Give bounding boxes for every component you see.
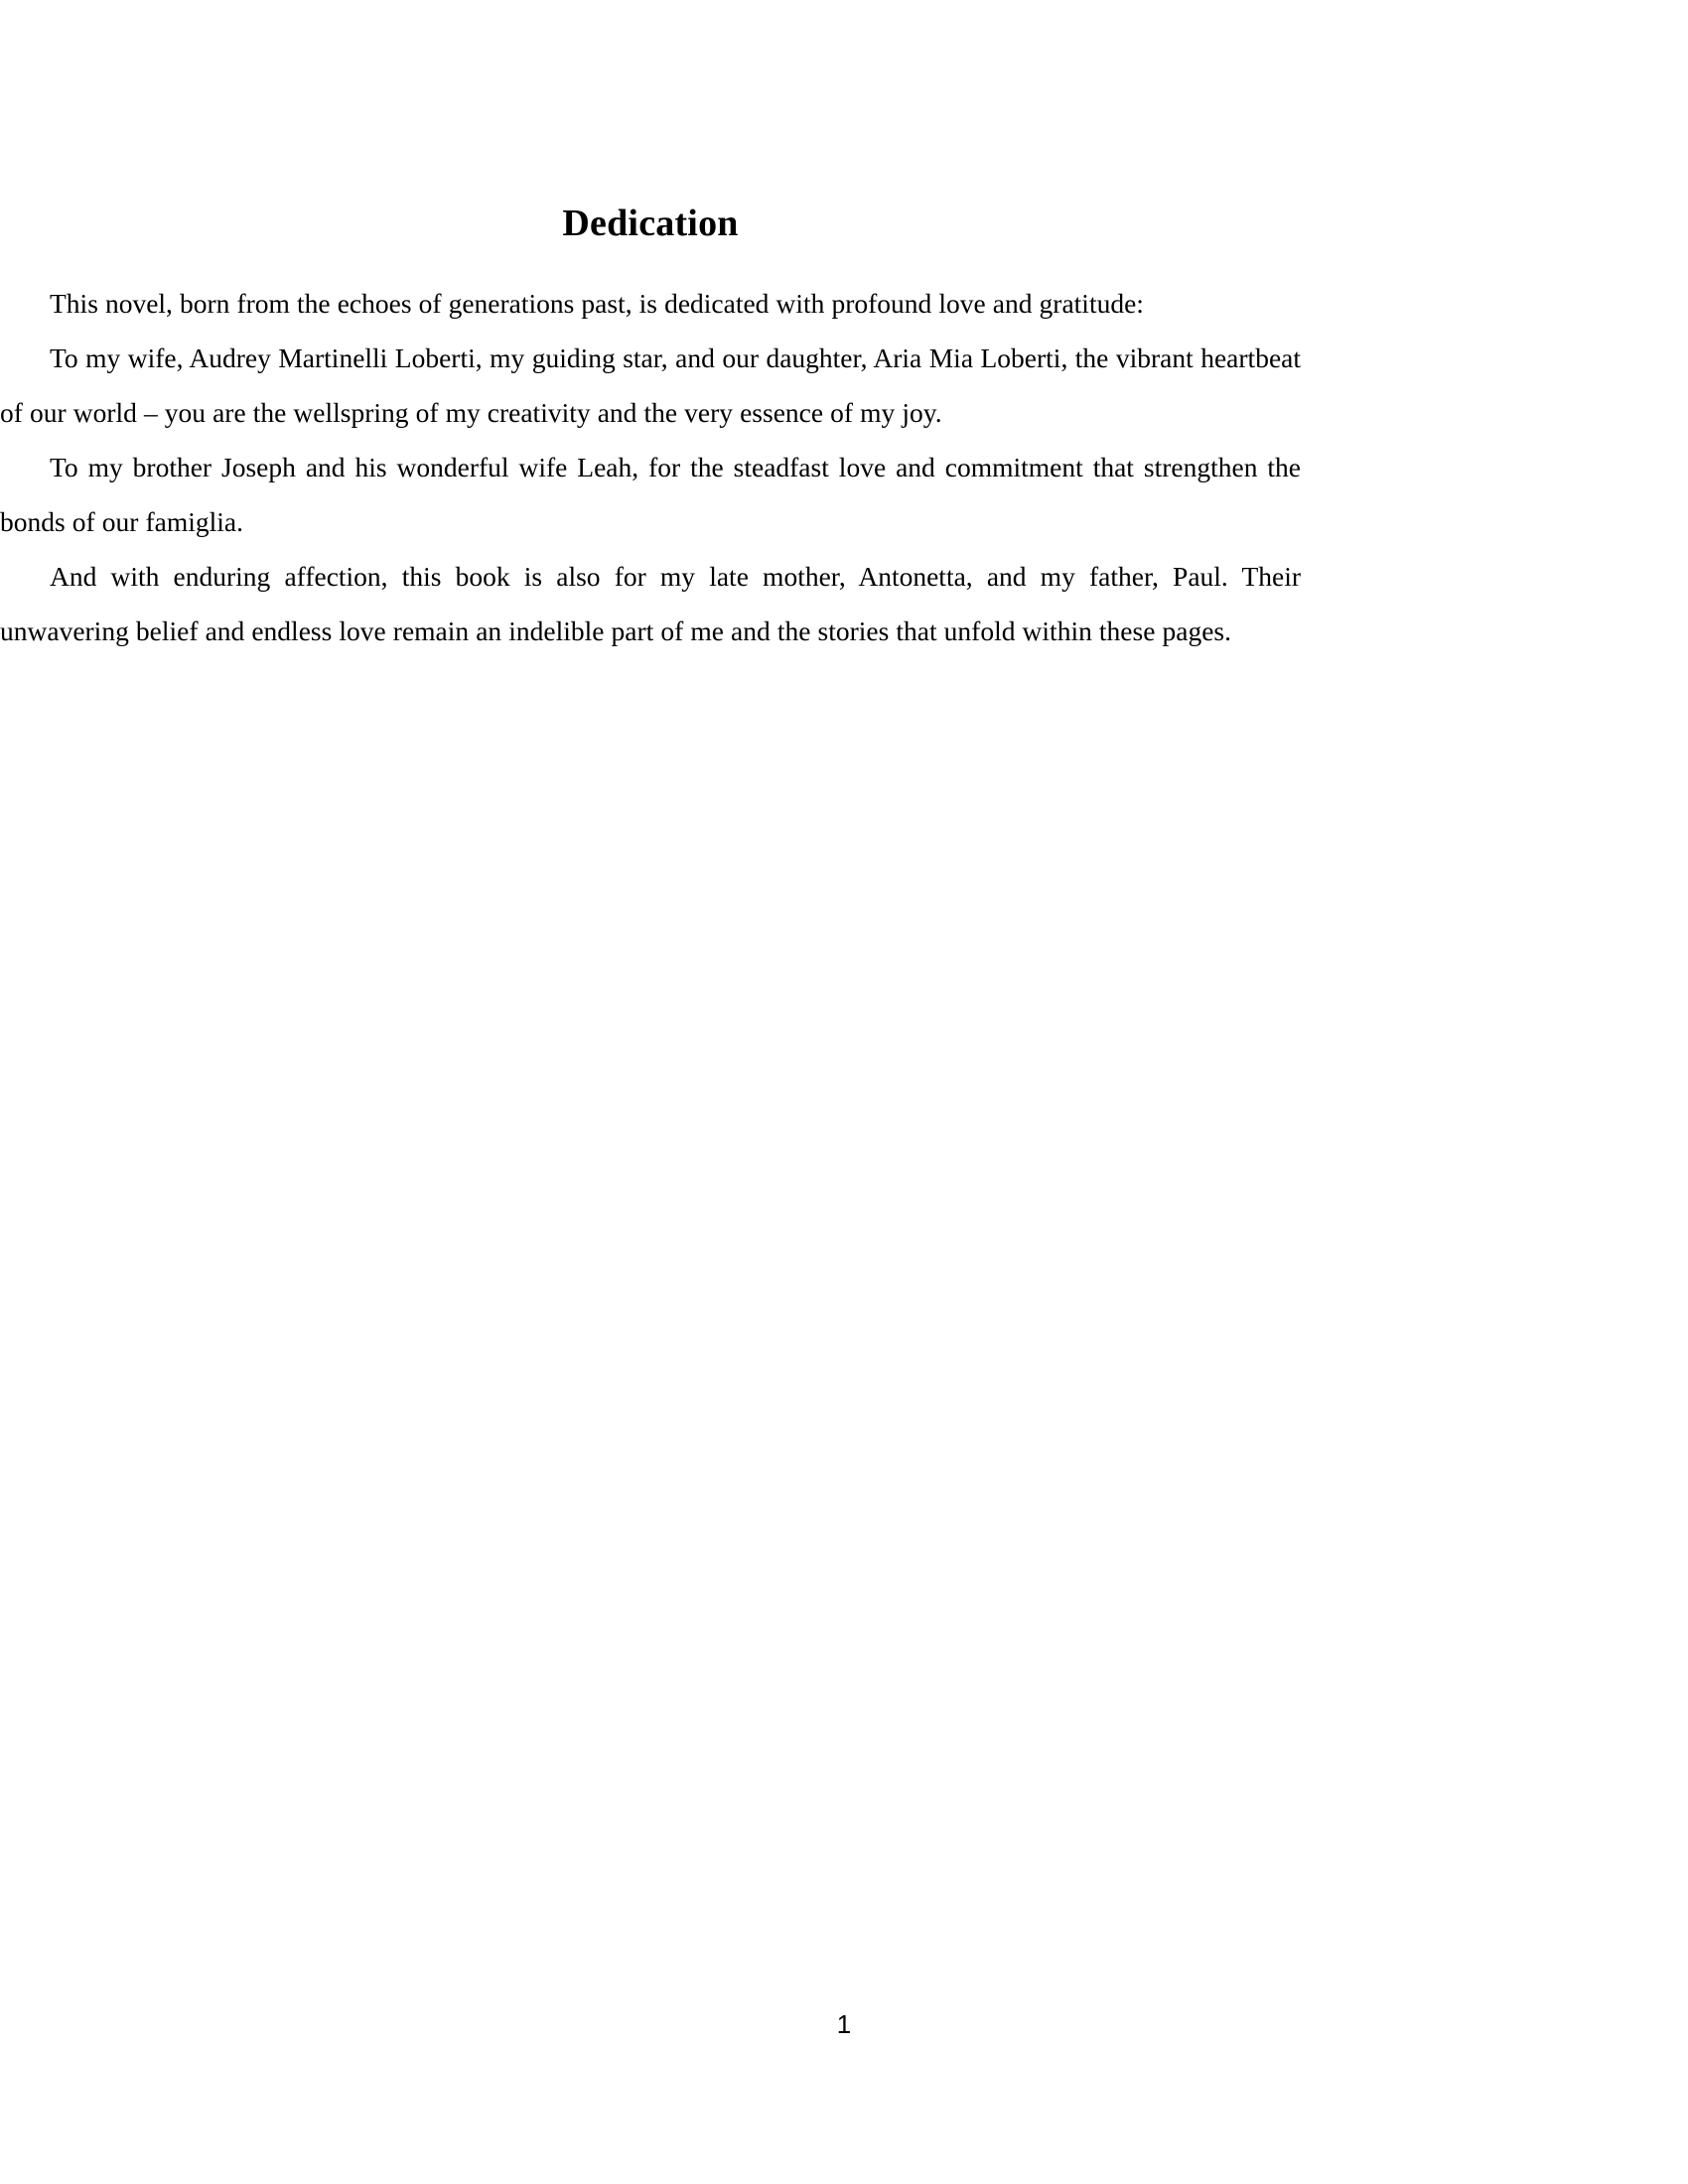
paragraph-parents: And with enduring affection, this book is also for my late mother, Antonetta, and my father, Paul. Their unwavering belief and endless love remain an indelible part of me and the stories that unfold within these pages. (0, 561, 1301, 646)
paragraph-dedication-intro: This novel, born from the echoes of generations past, is dedicated with profound love and gratitude: (50, 288, 1144, 319)
paragraph-wife-and-daughter: To my wife, Audrey Martinelli Loberti, my guiding star, and our daughter, Aria Mia Loberti, the vibrant heartbeat of our world – you are the wellspring of my creativity and the very essence of my joy. (0, 342, 1301, 428)
page-title: Dedication (562, 203, 739, 244)
document-body (0, 276, 1301, 658)
page-number: 1 (836, 2009, 852, 2039)
paragraph-brother-and-wife: To my brother Joseph and his wonderful wife Leah, for the steadfast love and commitment that strengthen the bonds of our famiglia. (0, 452, 1301, 537)
